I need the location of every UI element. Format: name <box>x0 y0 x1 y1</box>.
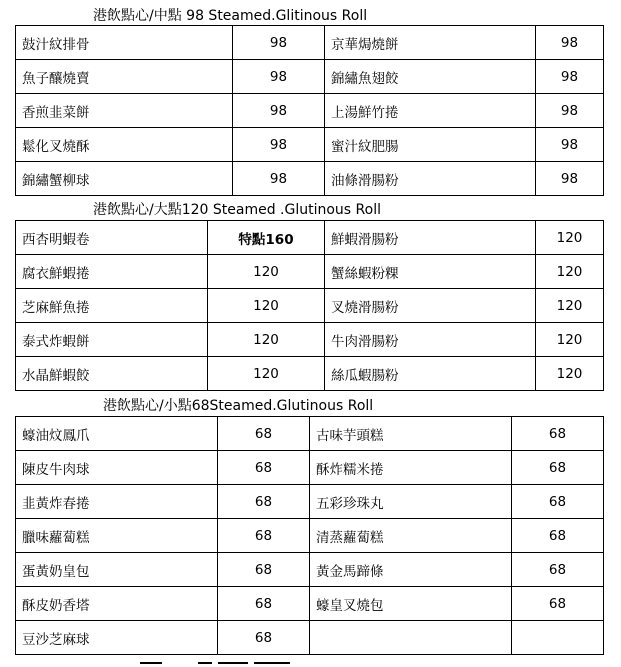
item-name: 酥炸糯米捲 <box>310 451 512 485</box>
table-row <box>16 255 604 289</box>
item-price: 120 <box>208 289 325 323</box>
item-price: 68 <box>512 587 604 621</box>
item-price: 68 <box>512 417 604 451</box>
table-row <box>16 451 604 485</box>
table-row <box>16 587 604 621</box>
item-price: 68 <box>218 519 310 553</box>
item-name: 五彩珍珠丸 <box>310 485 512 519</box>
table-row <box>16 128 604 162</box>
item-name: 黃金馬蹄條 <box>310 553 512 587</box>
table-row <box>16 357 604 391</box>
item-price: 120 <box>208 255 325 289</box>
item-name: 蠔皇叉燒包 <box>310 587 512 621</box>
item-price: 120 <box>208 357 325 391</box>
item-name: 韭黃炸春捲 <box>16 485 218 519</box>
menu-table-medium <box>15 25 604 196</box>
item-name: 錦繡蟹柳球 <box>16 162 233 196</box>
item-price: 98 <box>233 128 325 162</box>
item-name: 錦繡魚翅餃 <box>325 60 536 94</box>
item-price: 68 <box>218 587 310 621</box>
item-price: 98 <box>536 94 604 128</box>
item-name: 泰式炸蝦餅 <box>16 323 208 357</box>
item-name: 西杏明蝦卷 <box>16 221 208 255</box>
item-price: 68 <box>218 553 310 587</box>
item-price: 120 <box>536 323 604 357</box>
item-price: 68 <box>218 621 310 655</box>
item-name: 豆沙芝麻球 <box>16 621 218 655</box>
item-price: 120 <box>208 323 325 357</box>
item-name: 叉燒滑腸粉 <box>325 289 536 323</box>
item-name: 絲瓜蝦腸粉 <box>325 357 536 391</box>
item-name: 芝麻鮮魚捲 <box>16 289 208 323</box>
menu-table-small <box>15 416 604 655</box>
section-heading-large: 港飲點心/大點120 Steamed .Glutinous Roll <box>93 202 381 218</box>
item-name: 蛋黃奶皇包 <box>16 553 218 587</box>
empty-cell <box>310 621 512 655</box>
item-price: 120 <box>536 289 604 323</box>
table-row <box>16 289 604 323</box>
table-row <box>16 162 604 196</box>
item-name: 古味芋頭糕 <box>310 417 512 451</box>
special-price: 特點160 <box>208 221 325 255</box>
section-heading-medium: 港飲點心/中點 98 Steamed.Glitinous Roll <box>93 8 368 24</box>
item-name: 香煎韭菜餅 <box>16 94 233 128</box>
table-row <box>16 323 604 357</box>
item-name: 清蒸蘿蔔糕 <box>310 519 512 553</box>
menu-table-large <box>15 220 604 391</box>
item-price: 68 <box>218 451 310 485</box>
item-name: 鬆化叉燒酥 <box>16 128 233 162</box>
section-heading-small: 港飲點心/小點68Steamed.Glutinous Roll <box>103 398 374 414</box>
item-name: 蠔油炆鳳爪 <box>16 417 218 451</box>
item-price: 68 <box>512 485 604 519</box>
table-row <box>16 519 604 553</box>
table-row <box>16 221 604 255</box>
item-price: 98 <box>233 26 325 60</box>
item-price: 120 <box>536 357 604 391</box>
empty-cell <box>512 621 604 655</box>
item-name: 鮮蝦滑腸粉 <box>325 221 536 255</box>
item-name: 蜜汁紋肥腸 <box>325 128 536 162</box>
item-name: 蟹絲蝦粉粿 <box>325 255 536 289</box>
table-row <box>16 60 604 94</box>
table-row <box>16 553 604 587</box>
item-name: 牛肉滑腸粉 <box>325 323 536 357</box>
item-name: 油條滑腸粉 <box>325 162 536 196</box>
table-row <box>16 26 604 60</box>
item-price: 68 <box>512 519 604 553</box>
item-name: 魚子釀燒賣 <box>16 60 233 94</box>
item-price: 98 <box>536 60 604 94</box>
item-price: 98 <box>536 26 604 60</box>
item-name: 水晶鮮蝦餃 <box>16 357 208 391</box>
table-row <box>16 417 604 451</box>
item-price: 68 <box>218 417 310 451</box>
item-name: 臘味蘿蔔糕 <box>16 519 218 553</box>
item-price: 98 <box>233 162 325 196</box>
item-price: 68 <box>512 451 604 485</box>
item-price: 68 <box>218 485 310 519</box>
table-row <box>16 621 604 655</box>
item-price: 98 <box>536 162 604 196</box>
item-name: 京華焗燒餅 <box>325 26 536 60</box>
item-price: 120 <box>536 255 604 289</box>
item-price: 68 <box>512 553 604 587</box>
item-name: 陳皮牛肉球 <box>16 451 218 485</box>
item-name: 酥皮奶香塔 <box>16 587 218 621</box>
item-price: 98 <box>233 94 325 128</box>
table-row <box>16 94 604 128</box>
item-price: 98 <box>233 60 325 94</box>
item-name: 鼓汁紋排骨 <box>16 26 233 60</box>
table-row <box>16 485 604 519</box>
item-name: 腐衣鮮蝦捲 <box>16 255 208 289</box>
item-price: 98 <box>536 128 604 162</box>
item-name: 上湯鮮竹捲 <box>325 94 536 128</box>
item-price: 120 <box>536 221 604 255</box>
